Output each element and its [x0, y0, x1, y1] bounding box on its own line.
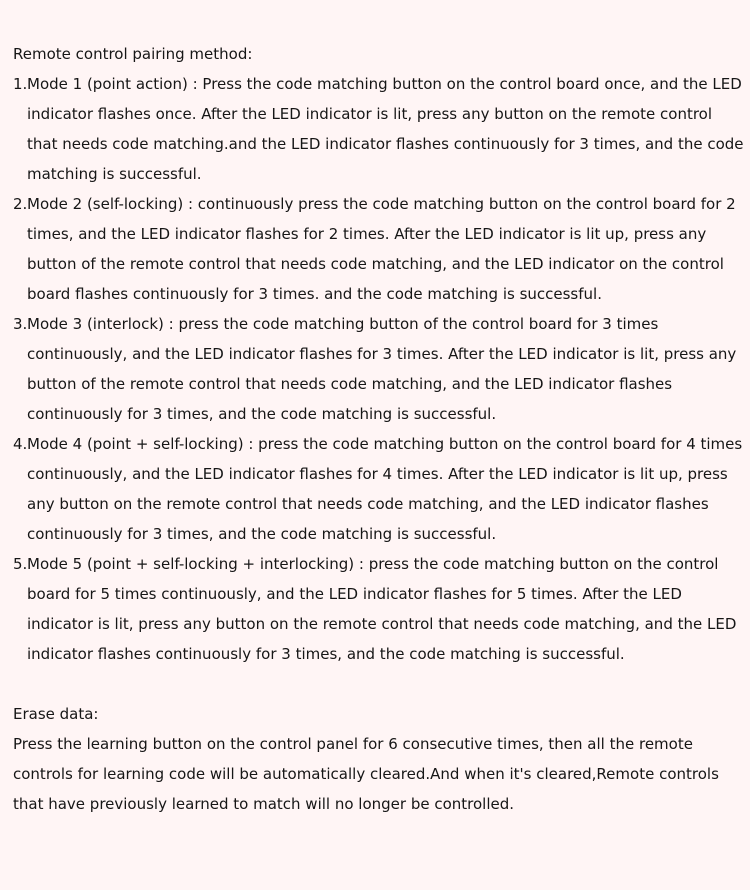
- list-item-number: 4.: [13, 435, 28, 453]
- list-item: [13, 189, 747, 309]
- list-item-text: Mode 1 (point action) : Press the code matching button on the control board once, and the LED indicator flashes once. After the LED indicator is lit, press any button on the remote control that needs code matching.and the LED indicator flashes continuously for 3 times, and the code matching is successful.: [27, 75, 744, 183]
- list-item-number: 5.: [13, 555, 28, 573]
- list-item-text: Mode 3 (interlock) : press the code matching button of the control board for 3 times continuously, and the LED indicator flashes for 3 times. After the LED indicator is lit, press any button of the remote control that needs code matching, and the LED indicator flashes continuously for 3 times, and the code matching is successful.: [27, 315, 737, 423]
- list-item-number: 2.: [13, 195, 28, 213]
- list-item: [13, 309, 747, 429]
- list-item: [13, 69, 747, 189]
- list-item-number: 3.: [13, 315, 28, 333]
- section-spacer: [13, 669, 750, 699]
- erase-description: Press the learning button on the control panel for 6 consecutive times, then all the remote controls for learning code will be automatically cleared.And when it's cleared,Remote controls that have previously learned to match will no longer be controlled.: [13, 735, 719, 813]
- pairing-heading: Remote control pairing method:: [13, 45, 253, 63]
- list-item: [13, 549, 747, 669]
- list-item-text: Mode 5 (point + self-locking + interlocking) : press the code matching button on the control board for 5 times continuously, and the LED indicator flashes for 5 times. After the LED indicator is lit, press any button on the remote control that needs code matching, and the LED indicator flashes continuously for 3 times, and the code matching is successful.: [27, 555, 737, 663]
- list-item-text: Mode 4 (point + self-locking) : press the code matching button on the control board for 4 times continuously, and the LED indicator flashes for 4 times. After the LED indicator is lit up, press any button on the remote control that needs code matching, and the LED indicator flashes continuously for 3 times, and the code matching is successful.: [27, 435, 743, 543]
- list-item-number: 1.: [13, 75, 28, 93]
- erase-heading: Erase data:: [13, 705, 99, 723]
- list-item-text: Mode 2 (self-locking) : continuously press the code matching button on the control board for 2 times, and the LED indicator flashes for 2 times. After the LED indicator is lit up, press any button of the remote control that needs code matching, and the LED indicator on the control board flashes continuously for 3 times. and the code matching is successful.: [27, 195, 736, 303]
- list-item: [13, 429, 747, 549]
- pairing-mode-list: [13, 69, 750, 669]
